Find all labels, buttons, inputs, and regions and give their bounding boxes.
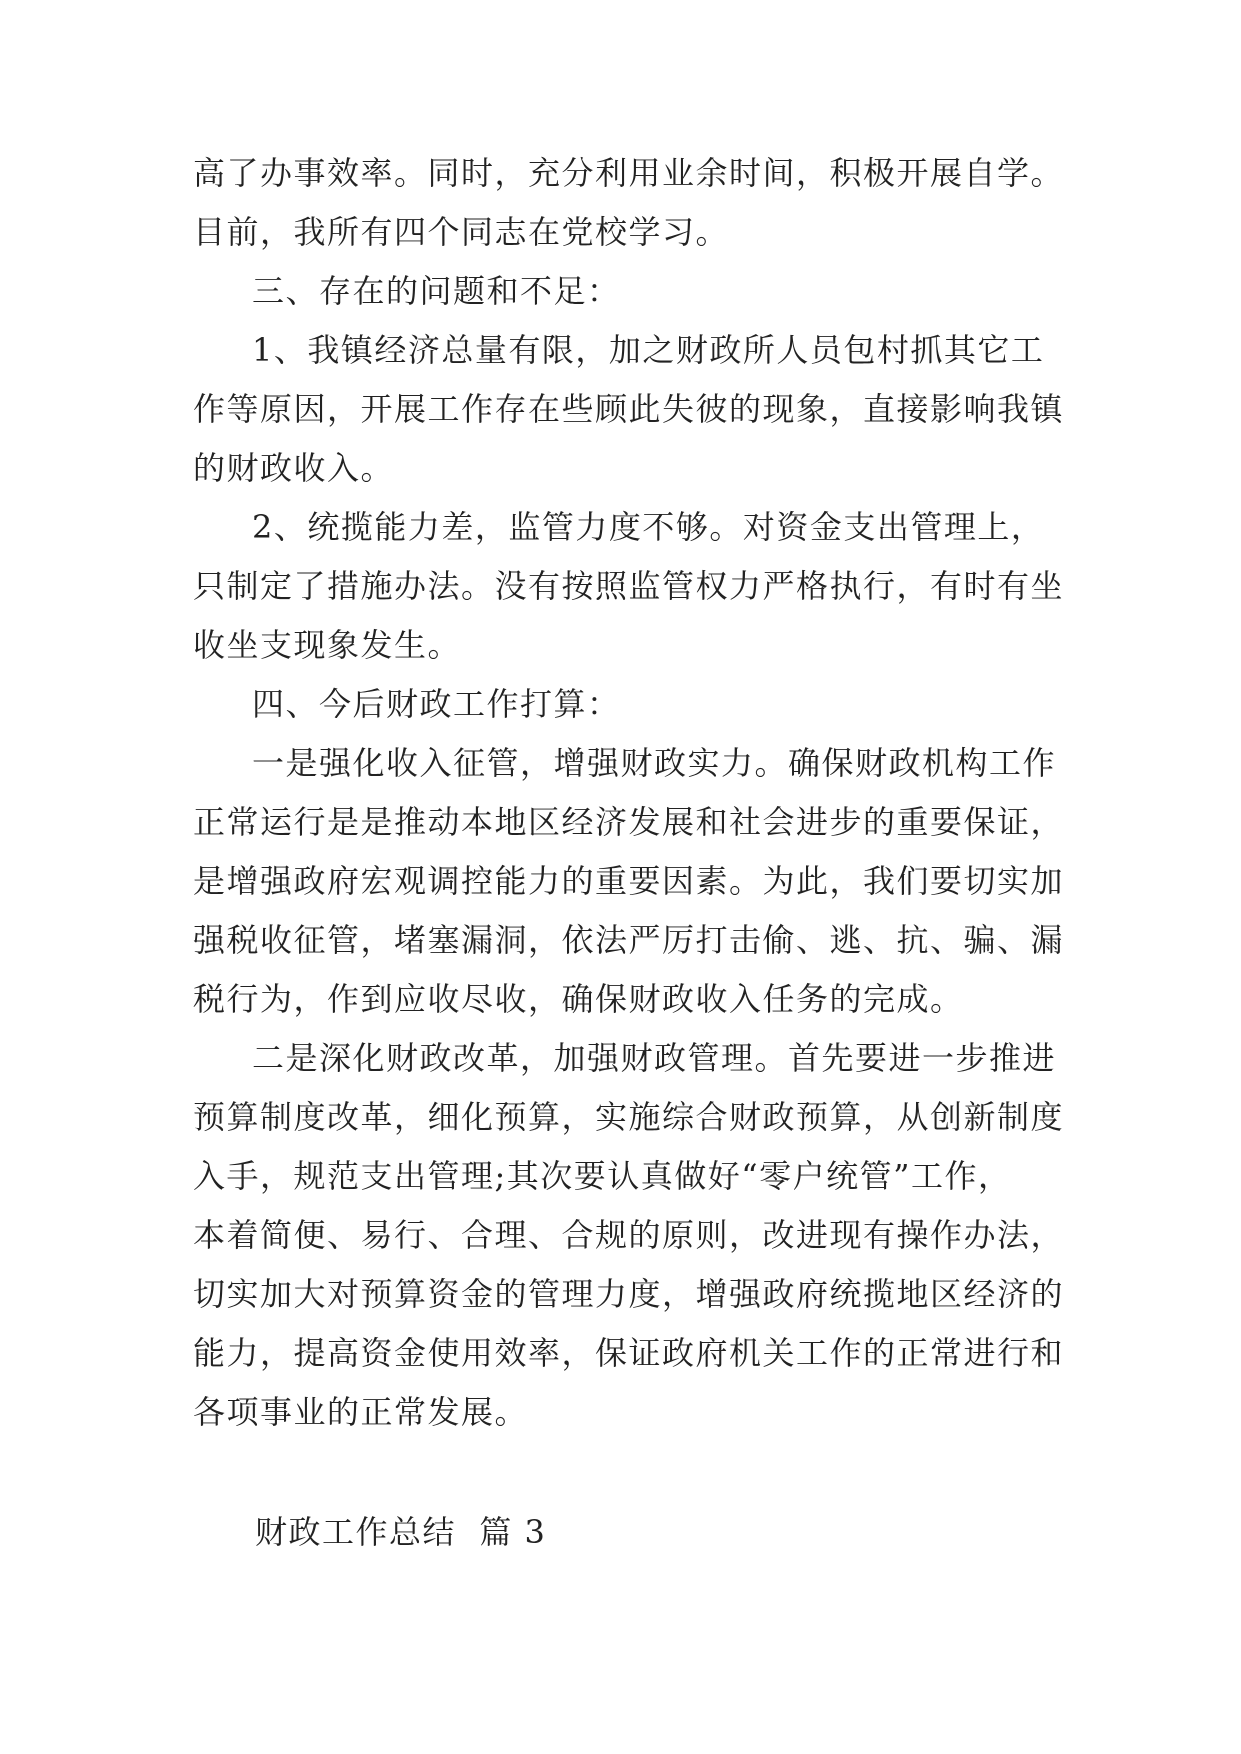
text-line-12: 正常运行是是推动本地区经济发展和社会进步的重要保证， (193, 803, 1065, 841)
text-line-21: 能力，提高资金使用效率，保证政府机关工作的正常进行和 (193, 1334, 1065, 1372)
text-line-4: 1、我镇经济总量有限，加之财政所人员包村抓其它工 (252, 331, 1045, 369)
text-line-7: 2、统揽能力差，监管力度不够。对资金支出管理上， (252, 508, 1045, 546)
text-line-6: 的财政收入。 (193, 449, 395, 487)
text-line-17: 预算制度改革，细化预算，实施综合财政预算，从创新制度 (193, 1098, 1065, 1136)
text-line-15: 税行为，作到应收尽收，确保财政收入任务的完成。 (193, 980, 964, 1018)
text-line-16: 二是深化财政改革，加强财政管理。首先要进一步推进 (252, 1039, 1057, 1077)
text-line-11: 一是强化收入征管，增强财政实力。确保财政机构工作 (252, 744, 1057, 782)
section-title: 财政工作总结 篇 3 (255, 1513, 547, 1551)
text-line-13: 是增强政府宏观调控能力的重要因素。为此，我们要切实加 (193, 862, 1065, 900)
text-line-5: 作等原因，开展工作存在些顾此失彼的现象，直接影响我镇 (193, 390, 1065, 428)
text-line-8: 只制定了措施办法。没有按照监管权力严格执行，有时有坐 (193, 567, 1065, 605)
section-heading-3: 三、存在的问题和不足： (252, 272, 621, 310)
text-line-18: 入手，规范支出管理;其次要认真做好“零户统管”工作， (193, 1157, 1012, 1195)
text-line-9: 收坐支现象发生。 (193, 626, 462, 664)
text-line-1: 高了办事效率。同时，充分利用业余时间，积极开展自学。 (193, 154, 1065, 192)
text-line-2: 目前，我所有四个同志在党校学习。 (193, 213, 730, 251)
text-line-20: 切实加大对预算资金的管理力度，增强政府统揽地区经济的 (193, 1275, 1065, 1313)
section-heading-4: 四、今后财政工作打算： (252, 685, 621, 723)
text-line-19: 本着简便、易行、合理、合规的原则，改进现有操作办法， (193, 1216, 1065, 1254)
text-line-22: 各项事业的正常发展。 (193, 1393, 529, 1431)
text-line-14: 强税收征管，堵塞漏洞，依法严厉打击偷、逃、抗、骗、漏 (193, 921, 1065, 959)
